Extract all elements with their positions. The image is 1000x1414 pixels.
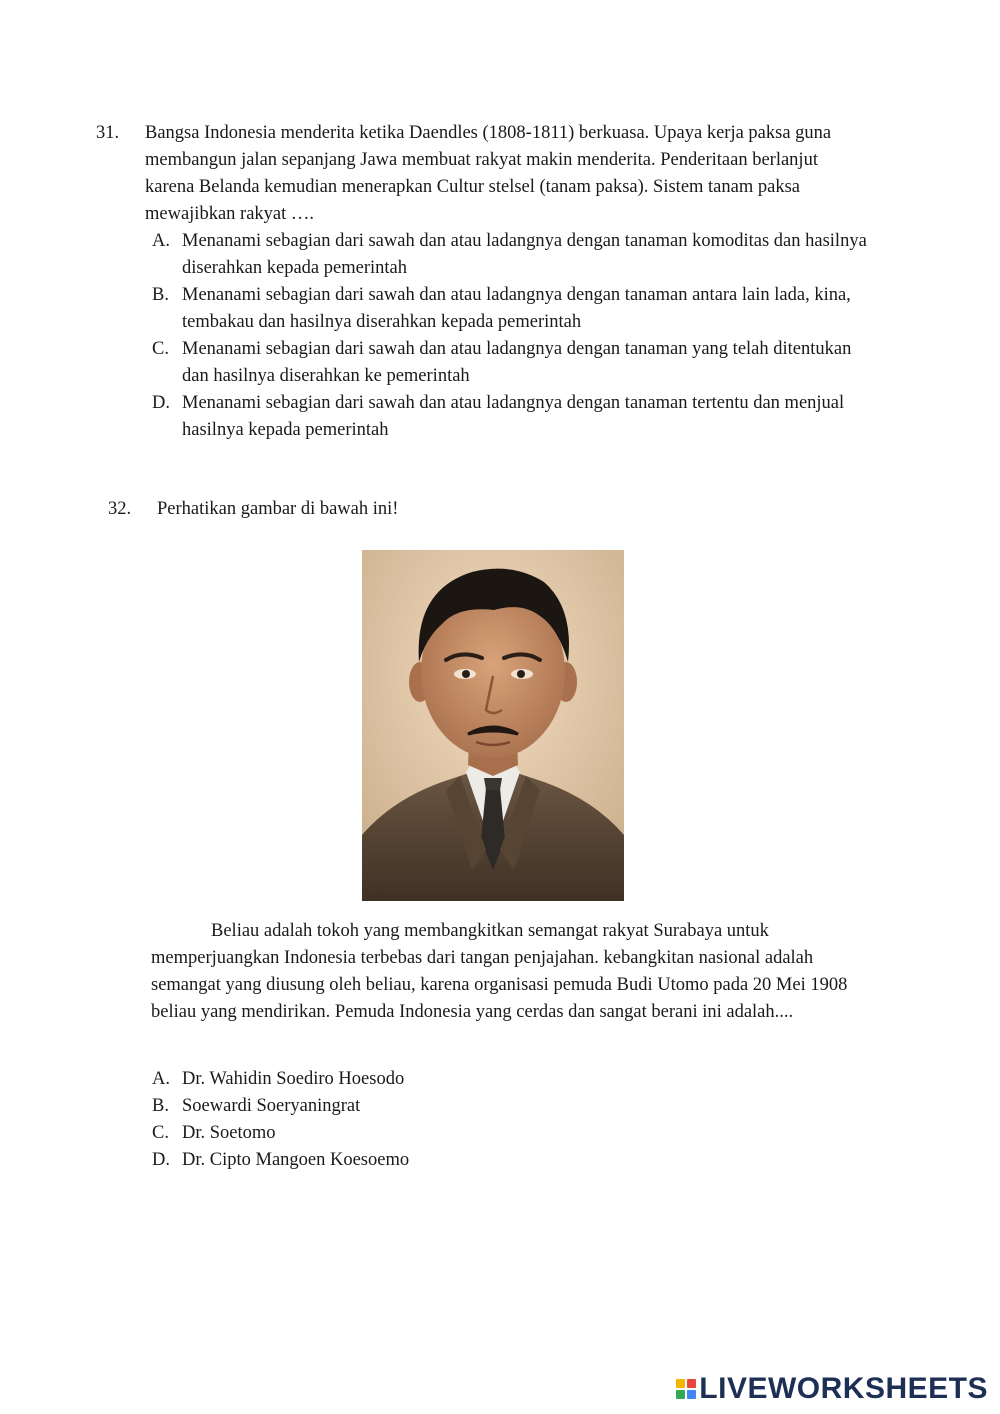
- question-31-option-a[interactable]: [152, 228, 872, 282]
- option-text: Menanami sebagian dari sawah dan atau ladangnya dengan tanaman komoditas dan hasilnya diserahkan kepada pemerintah: [182, 231, 867, 278]
- question-32-option-d[interactable]: [152, 1147, 652, 1174]
- option-letter: A.: [152, 1069, 170, 1089]
- question-32-option-c[interactable]: [152, 1120, 652, 1147]
- option-text: Dr. Cipto Mangoen Koesoemo: [182, 1150, 410, 1170]
- option-letter: D.: [152, 1150, 170, 1170]
- option-letter: B.: [152, 1096, 169, 1116]
- option-letter: C.: [152, 339, 169, 359]
- portrait-image: [362, 550, 624, 901]
- logo-text: LIVEWORKSHEETS: [699, 1372, 988, 1405]
- option-letter: B.: [152, 285, 169, 305]
- option-text: Dr. Soetomo: [182, 1123, 276, 1143]
- question-31-option-d[interactable]: [152, 390, 872, 444]
- question-31-option-b[interactable]: [152, 282, 872, 336]
- option-text: Menanami sebagian dari sawah dan atau ladangnya dengan tanaman antara lain lada, kina, tembakau dan hasilnya diserahkan kepada pemerintah: [182, 285, 851, 332]
- option-letter: C.: [152, 1123, 169, 1143]
- question-31-stem: Bangsa Indonesia menderita ketika Daendles (1808-1811) berkuasa. Upaya kerja paksa guna membangun jalan sepanjang Jawa membuat rakyat makin menderita. Penderitaan berlanjut karena Belanda kemudian menerapkan Cultur stelsel (tanam paksa). Sistem tanam paksa mewajibkan rakyat ….: [145, 123, 832, 224]
- option-letter: A.: [152, 231, 170, 251]
- question-32-option-b[interactable]: [152, 1093, 652, 1120]
- question-32-number: 32.: [108, 499, 132, 519]
- option-letter: D.: [152, 393, 170, 413]
- question-31-option-c[interactable]: [152, 336, 872, 390]
- option-text: Soewardi Soeryaningrat: [182, 1096, 361, 1116]
- question-32-stem: Perhatikan gambar di bawah ini!: [157, 499, 399, 519]
- question-32-paragraph: Beliau adalah tokoh yang membangkitkan semangat rakyat Surabaya untuk memperjuangkan Indonesia terbebas dari tangan penjajahan. kebangkitan nasional adalah semangat yang diusung oleh beliau, karena organisasi pemuda Budi Utomo pada 20 Mei 1908 beliau yang mendirikan. Pemuda Indonesia yang cerdas dan sangat berani ini adalah....: [151, 921, 848, 1022]
- option-text: Menanami sebagian dari sawah dan atau ladangnya dengan tanaman yang telah ditentukan dan hasilnya diserahkan ke pemerintah: [182, 339, 852, 386]
- option-text: Dr. Wahidin Soediro Hoesodo: [182, 1069, 405, 1089]
- liveworksheets-logo: [676, 1372, 988, 1406]
- option-text: Menanami sebagian dari sawah dan atau ladangnya dengan tanaman tertentu dan menjual hasilnya kepada pemerintah: [182, 393, 845, 440]
- question-31-options: [152, 228, 872, 444]
- logo-mark-icon: [676, 1379, 696, 1399]
- question-31-number: 31.: [96, 123, 120, 143]
- question-32-options: [152, 1066, 652, 1174]
- question-32-option-a[interactable]: [152, 1066, 652, 1093]
